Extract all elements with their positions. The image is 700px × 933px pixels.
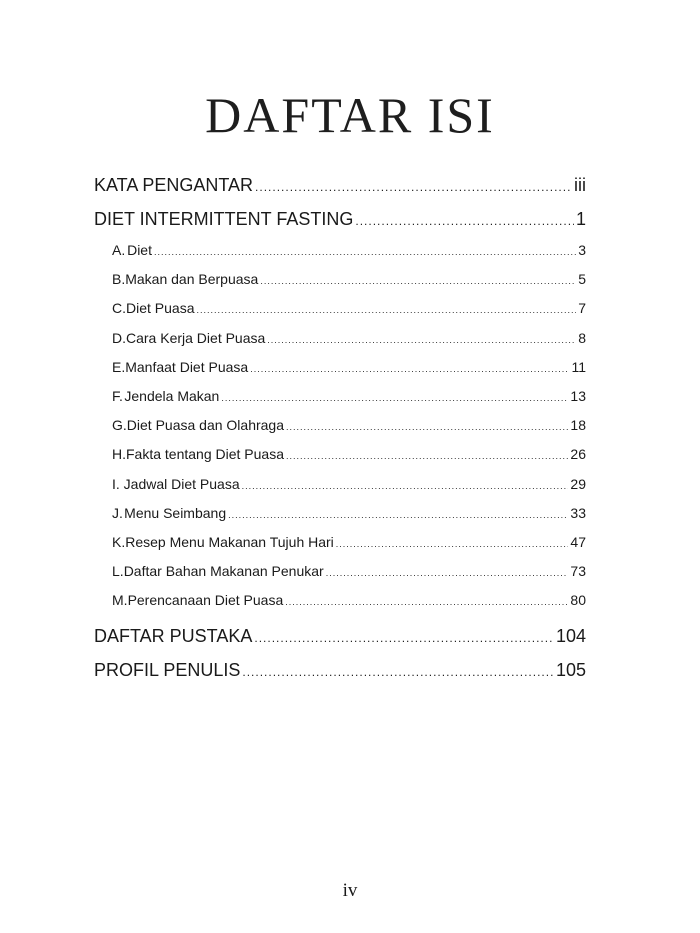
toc-subentry-letter: K. [112, 533, 126, 550]
toc-subentry-letter: F. [112, 387, 123, 404]
toc-subentry[interactable] [94, 353, 586, 382]
dot-leader [326, 559, 569, 588]
dot-leader [221, 384, 568, 413]
toc-subentry-letter: C. [112, 300, 126, 317]
toc-subentry-label: Cara Kerja Diet Puasa [126, 329, 266, 346]
dot-leader [355, 204, 574, 238]
page-title: DAFTAR ISI [205, 87, 495, 143]
toc-subentry-page: 7 [578, 300, 586, 317]
toc-entry-label: PROFIL PENULIS [94, 660, 241, 681]
dot-leader [336, 530, 569, 559]
toc-subentry[interactable] [94, 411, 586, 440]
toc-entry-label: DAFTAR PUSTAKA [94, 626, 253, 647]
toc-subentry-label: Fakta tentang Diet Puasa [126, 446, 284, 463]
toc-entry-label: KATA PENGANTAR [94, 175, 254, 195]
toc-entry-label: DIET INTERMITTENT FASTING [94, 209, 354, 229]
dot-leader [250, 355, 569, 384]
toc-subentry-label: Jendela Makan [124, 387, 220, 404]
toc-subentry-page: 47 [570, 533, 586, 550]
toc-subentry[interactable] [94, 586, 586, 615]
toc-entry-page: 105 [555, 660, 586, 681]
toc-subentry-label: Manfaat Diet Puasa [125, 358, 249, 375]
dot-leader [255, 170, 572, 204]
toc-subentry[interactable] [94, 557, 586, 586]
toc-subentry[interactable] [94, 470, 586, 499]
toc-subentry-letter: L. [112, 563, 124, 580]
dot-leader [286, 442, 568, 471]
toc-subentry-page: 3 [578, 242, 586, 258]
toc-subentry[interactable] [94, 499, 586, 528]
dot-leader [260, 267, 576, 296]
dot-leader [228, 501, 568, 530]
toc-subentry-page: 80 [570, 592, 586, 609]
dot-leader [154, 238, 576, 267]
toc-entry-kata-pengantar[interactable] [94, 168, 586, 202]
toc-subentry[interactable] [94, 440, 586, 469]
toc-subentry-page: 8 [578, 329, 586, 346]
page-number: iv [342, 880, 358, 901]
dot-leader [254, 621, 554, 655]
toc-subentry-letter: H. [112, 446, 126, 463]
toc-subentry-label: Diet Puasa [126, 300, 195, 317]
toc-subentry-page: 11 [571, 358, 586, 375]
toc-subentry-letter: J. [112, 504, 123, 521]
toc-subentry-page: 73 [570, 563, 586, 580]
toc-subentry[interactable] [94, 382, 586, 411]
dot-leader [267, 326, 576, 355]
toc-subentry-label: Jadwal Diet Puasa [123, 475, 240, 492]
dot-leader [286, 413, 568, 442]
toc-subentry-page: 29 [570, 475, 586, 492]
toc-subentry-label: Daftar Bahan Makanan Penukar [123, 563, 324, 580]
toc-subentry[interactable] [94, 294, 586, 323]
dot-leader [285, 588, 568, 617]
toc-subentry-letter: E. [112, 358, 126, 375]
toc-entry-daftar-pustaka[interactable] [94, 619, 586, 653]
toc-subentry-label: Diet Puasa dan Olahraga [126, 417, 284, 434]
toc-entry-page: 1 [575, 209, 586, 229]
toc-subentry-label: Menu Seimbang [124, 504, 227, 521]
toc-subentry-page: 18 [570, 417, 586, 434]
toc-subentry-letter: A. [112, 242, 126, 258]
toc-subentry-label: Diet [127, 242, 152, 258]
toc-entry-diet-intermittent-fasting[interactable] [94, 202, 586, 236]
toc-entry-page: iii [574, 175, 586, 195]
toc-subentry[interactable] [94, 528, 586, 557]
toc-subentry-page: 33 [570, 504, 586, 521]
toc-entry-page: 104 [555, 626, 586, 647]
toc-subentry-letter: G. [112, 417, 127, 434]
toc-subentry-page: 13 [570, 387, 586, 404]
toc-subentry-letter: M. [112, 592, 128, 609]
toc-subentry[interactable] [94, 324, 586, 353]
toc-subentry-letter: B. [112, 271, 126, 288]
toc-subentry-letter: I. [112, 475, 120, 492]
toc-subentry-label: Perencanaan Diet Puasa [127, 592, 284, 609]
toc-subentry-page: 5 [578, 271, 586, 288]
dot-leader [196, 296, 576, 325]
toc-entry-profil-penulis[interactable] [94, 653, 586, 687]
table-of-contents [94, 168, 586, 687]
toc-subentry-label: Makan dan Berpuasa [125, 271, 259, 288]
toc-subentry[interactable] [94, 265, 586, 294]
dot-leader [242, 655, 554, 689]
dot-leader [242, 472, 569, 501]
toc-subentry-letter: D. [112, 329, 126, 346]
toc-subentry-label: Resep Menu Makanan Tujuh Hari [125, 533, 334, 550]
toc-subentry[interactable] [94, 236, 586, 265]
toc-subentry-page: 26 [570, 446, 586, 463]
